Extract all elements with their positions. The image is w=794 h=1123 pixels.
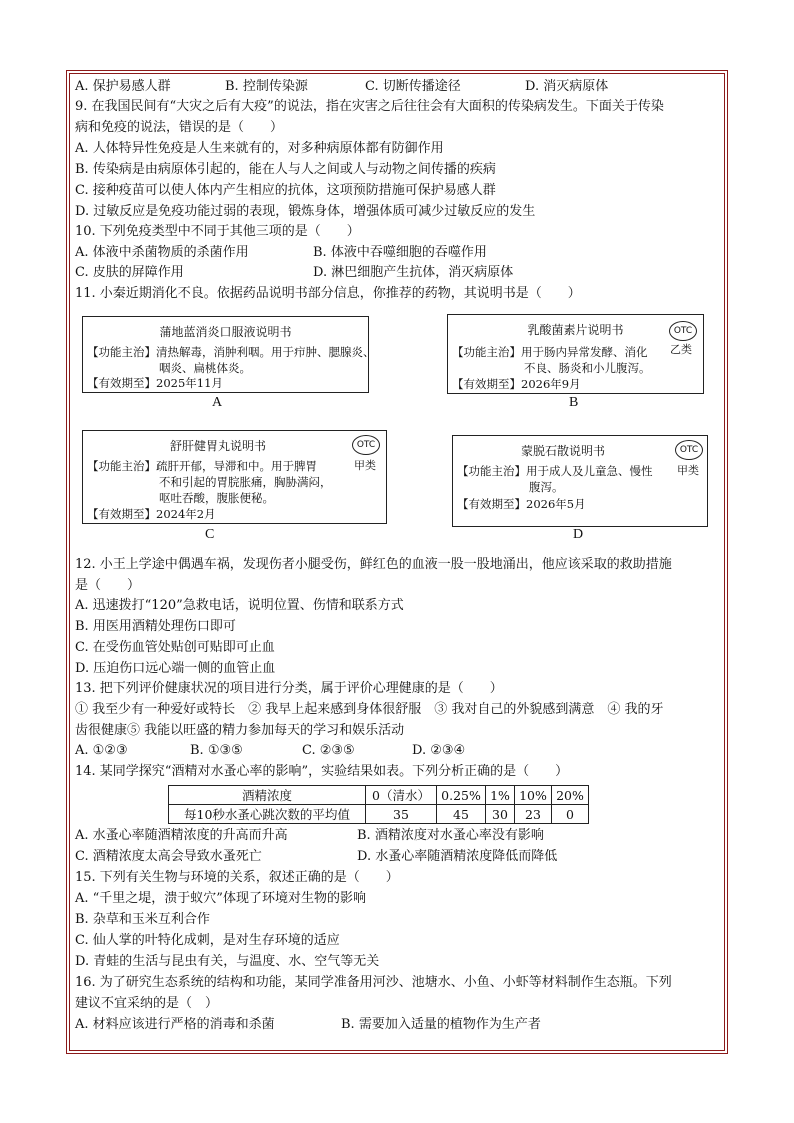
q13-option-a: A. ①②③ <box>75 743 128 758</box>
q13-options <box>75 741 465 761</box>
q9-option-b: B. 传染病是由病原体引起的，能在人与人之间或人与动物之间传播的疾病 <box>75 162 496 177</box>
otc-class-d: 甲类 <box>677 464 699 477</box>
leaflet-c-function-line1: 【功能主治】疏肝开郁，导滞和中。用于脾胃 <box>87 459 317 473</box>
q13-option-c: C. ②③⑤ <box>302 743 355 758</box>
q10-option-c: C. 皮肤的屏障作用 <box>75 265 184 280</box>
table-row <box>169 805 589 824</box>
q14-stem: 14. 某同学探究“酒精对水蚤心率的影响”，实验结果如表。下列分析正确的是（ ） <box>75 764 569 779</box>
leaflet-d-title: 蒙脱石散说明书 <box>520 444 605 458</box>
q10-option-d: D. 淋巴细胞产生抗体，消灭病原体 <box>313 265 514 280</box>
leaflet-c-expiry: 【有效期至】2024年2月 <box>87 507 216 521</box>
q9-option-a: A. 人体特异性免疫是人生来就有的，对多种病原体都有防御作用 <box>75 141 444 156</box>
table-header-cell: 10% <box>515 786 552 805</box>
otc-badge-d: OTC <box>675 440 703 460</box>
leaflet-d-function-line2: 腹泻。 <box>529 480 564 494</box>
medicine-leaflet-d <box>452 435 708 527</box>
leaflet-b-function-line2: 不良、肠炎和小儿腹泻。 <box>524 361 651 375</box>
q12-option-c: C. 在受伤血管处贴创可贴即可止血 <box>75 640 275 655</box>
leaflet-b-function-line1: 【功能主治】用于肠内异常发酵、消化 <box>452 345 648 359</box>
q12-stem-line1: 12. 小王上学途中偶遇车祸，发现伤者小腿受伤，鲜红色的血液一股一股地涌出，他应该采取的救助措施 <box>75 557 672 572</box>
q8-option-d: D. 消灭病原体 <box>525 79 609 94</box>
q8-option-c: C. 切断传播途径 <box>365 79 461 94</box>
leaflet-b-label: B <box>569 395 579 410</box>
q15-option-a: A. “千里之堤，溃于蚁穴”体现了环境对生物的影响 <box>75 891 366 906</box>
q10-option-b: B. 体液中吞噬细胞的吞噬作用 <box>313 245 487 260</box>
q8-option-a: A. 保护易感人群 <box>75 79 171 94</box>
table-cell: 35 <box>366 805 437 824</box>
leaflet-d-label: D <box>573 527 584 542</box>
q16-option-b: B. 需要加入适量的植物作为生产者 <box>341 1017 541 1032</box>
q9-stem-line2: 病和免疫的说法，错误的是（ ） <box>75 120 284 135</box>
q15-option-b: B. 杂草和玉米互利合作 <box>75 912 210 927</box>
q15-option-d: D. 青蛙的生活与昆虫有关，与温度、水、空气等无关 <box>75 954 380 969</box>
table-header-cell: 1% <box>486 786 515 805</box>
q12-stem-line2: 是（ ） <box>75 578 141 593</box>
leaflet-d-function-line1: 【功能主治】用于成人及儿童急、慢性 <box>457 464 653 478</box>
q9-stem-line1: 9. 在我国民间有“大灾之后有大疫”的说法，指在灾害之后往往会有大面积的传染病发生。下面关于传染 <box>75 99 664 114</box>
q12-option-d: D. 压迫伤口远心端一侧的血管止血 <box>75 661 276 676</box>
leaflet-a-function-line2: 咽炎、扁桃体炎。 <box>159 361 251 375</box>
q11-stem: 11. 小秦近期消化不良。依据药品说明书部分信息，你推荐的药物，其说明书是（ ） <box>75 286 581 301</box>
leaflet-a-label: A <box>212 395 223 410</box>
leaflet-d-expiry: 【有效期至】2026年5月 <box>457 497 586 511</box>
q14-data-table <box>168 785 589 824</box>
q15-stem: 15. 下列有关生物与环境的关系，叙述正确的是（ ） <box>75 870 399 885</box>
q12-option-b: B. 用医用酒精处理伤口即可 <box>75 619 236 634</box>
q9-option-d: D. 过敏反应是免疫功能过弱的表现，锻炼身体，增强体质可减少过敏反应的发生 <box>75 204 536 219</box>
q16-option-a: A. 材料应该进行严格的消毒和杀菌 <box>75 1017 275 1032</box>
table-header-row <box>169 786 589 805</box>
table-cell: 30 <box>486 805 515 824</box>
leaflet-b-title: 乳酸菌素片说明书 <box>527 323 624 337</box>
leaflet-c-label: C <box>205 527 215 542</box>
leaflet-a-function-line1: 【功能主治】清热解毒，消肿利咽。用于疖肿、腮腺炎、 <box>87 345 375 359</box>
otc-badge-c: OTC <box>352 435 380 455</box>
q8-options <box>75 77 608 97</box>
otc-class-c: 甲类 <box>354 459 376 472</box>
q15-option-c: C. 仙人掌的叶特化成刺，是对生存环境的适应 <box>75 933 340 948</box>
table-header-cell: 20% <box>552 786 589 805</box>
leaflet-a-title: 蒲地蓝消炎口服液说明书 <box>159 325 292 339</box>
q14-option-d: D. 水蚤心率随酒精浓度降低而降低 <box>357 849 558 864</box>
leaflet-c-title: 舒肝健胃丸说明书 <box>169 439 266 453</box>
q13-stem: 13. 把下列评价健康状况的项目进行分类，属于评价心理健康的是（ ） <box>75 681 503 696</box>
table-cell: 每10秒水蚤心跳次数的平均值 <box>169 805 366 824</box>
leaflet-a-expiry: 【有效期至】2025年11月 <box>87 376 223 390</box>
table-header-cell: 酒精浓度 <box>169 786 366 805</box>
leaflet-c-function-line2: 不和引起的胃脘胀痛，胸胁满闷， <box>159 475 332 489</box>
leaflet-b-expiry: 【有效期至】2026年9月 <box>452 377 581 391</box>
q10-option-a: A. 体液中杀菌物质的杀菌作用 <box>75 245 249 260</box>
q10-stem: 10. 下列免疫类型中不同于其他三项的是（ ） <box>75 224 360 239</box>
otc-badge-b: OTC <box>669 321 697 341</box>
q13-items-line2: 齿很健康⑤ 我能以旺盛的精力参加每天的学习和娱乐活动 <box>75 723 405 738</box>
table-cell: 0 <box>552 805 589 824</box>
q16-stem-line1: 16. 为了研究生态系统的结构和功能，某同学准备用河沙、池塘水、小鱼、小虾等材料制作生态瓶。下列 <box>75 975 672 990</box>
table-header-cell: 0（清水） <box>366 786 437 805</box>
q8-option-b: B. 控制传染源 <box>225 79 308 94</box>
q14-option-b: B. 酒精浓度对水蚤心率没有影响 <box>357 828 544 843</box>
q9-option-c: C. 接种疫苗可以使人体内产生相应的抗体，这项预防措施可保护易感人群 <box>75 183 496 198</box>
q13-items-line1: ① 我至少有一种爱好或特长 ② 我早上起来感到身体很舒服 ③ 我对自己的外貌感到满意 ④ 我的牙 <box>75 702 664 717</box>
q13-option-d: D. ②③④ <box>412 743 466 758</box>
table-cell: 23 <box>515 805 552 824</box>
medicine-leaflet-b <box>447 314 704 394</box>
q12-option-a: A. 迅速拨打“120”急救电话，说明位置、伤情和联系方式 <box>75 598 404 613</box>
q16-stem-line2: 建议不宜采纳的是（ ） <box>75 996 219 1011</box>
medicine-leaflet-c <box>82 430 387 524</box>
medicine-leaflet-a <box>82 316 375 393</box>
table-header-cell: 0.25% <box>437 786 486 805</box>
otc-class-b: 乙类 <box>670 343 692 356</box>
q14-option-a: A. 水蚤心率随酒精浓度的升高而升高 <box>75 828 288 843</box>
table-cell: 45 <box>437 805 486 824</box>
q13-option-b: B. ①③⑤ <box>190 743 243 758</box>
q14-option-c: C. 酒精浓度太高会导致水蚤死亡 <box>75 849 262 864</box>
leaflet-c-function-line3: 呕吐吞酸，腹胀便秘。 <box>159 491 274 505</box>
